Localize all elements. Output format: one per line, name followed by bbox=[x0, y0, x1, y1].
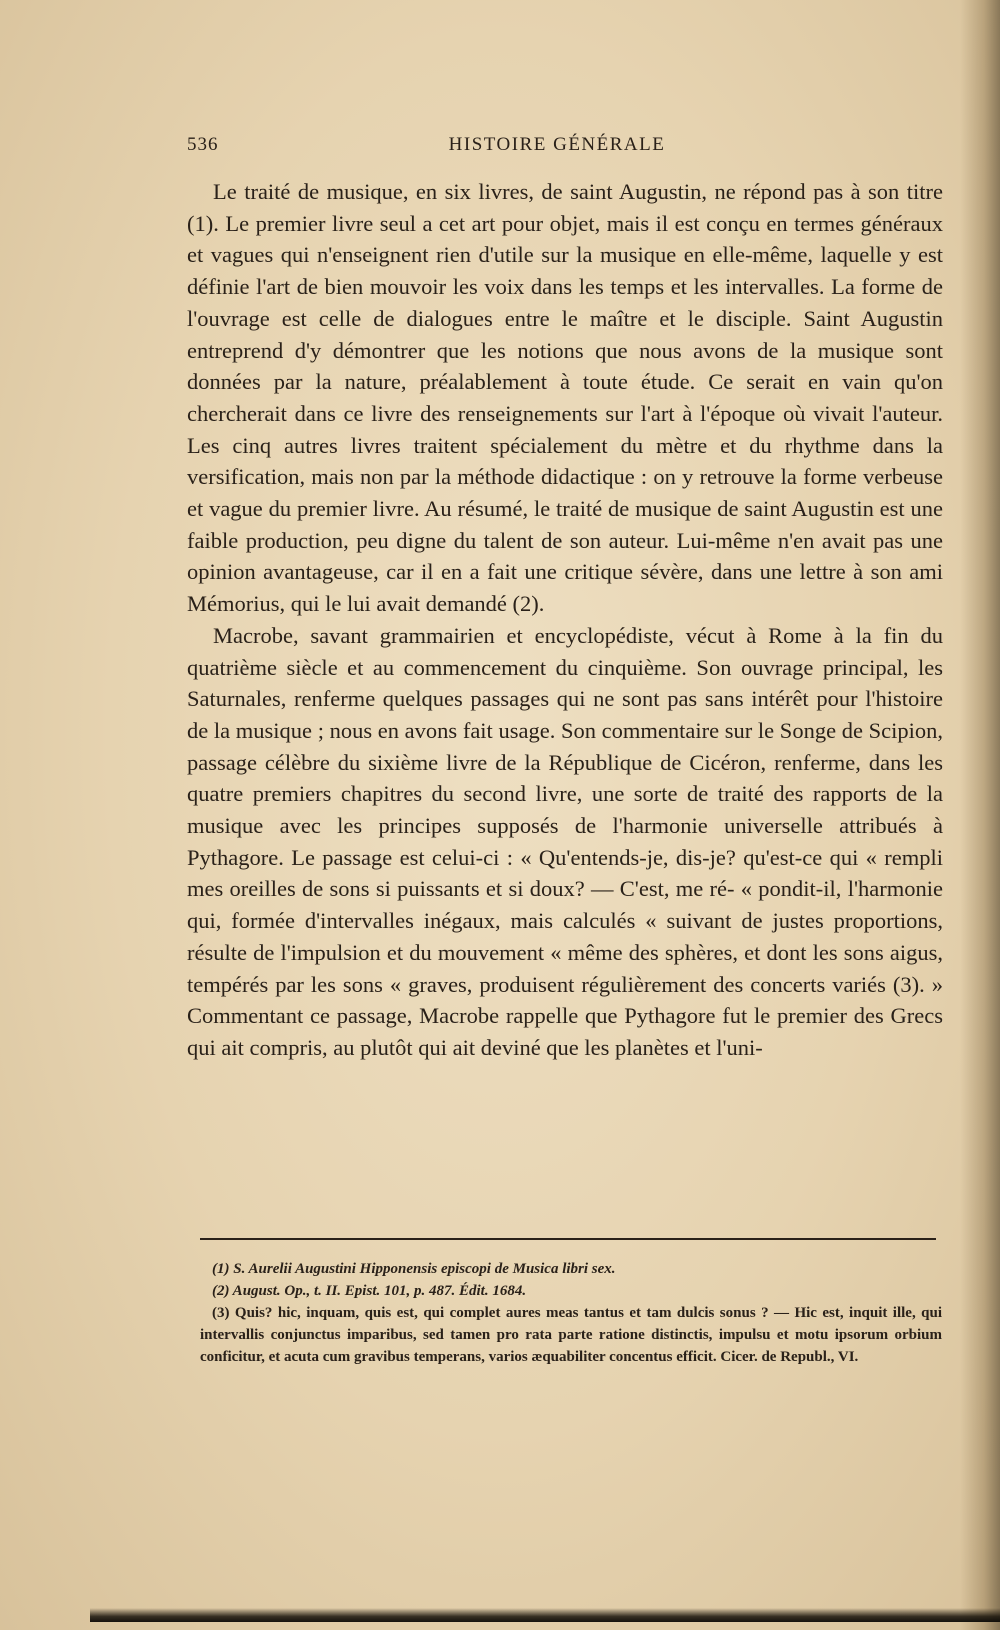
footnote-2: (2) August. Op., t. II. Epist. 101, p. 487. Édit. 1684. bbox=[212, 1283, 527, 1299]
footnote-rule bbox=[200, 1238, 936, 1240]
paragraph-macrobe: Macrobe, savant grammairien et encyclopédiste, vécut à Rome à la fin du quatrième siècle et au commencement du cinquième. Son ouvrage principal, les Saturnales, renferme quelques passages qui ne sont pas sans intérêt pour l'histoire de la musique ; nous en avons fait usage. Son commentaire sur le Songe de Scipion, passage célèbre du sixième livre de la République de Cicéron, renferme, dans les quatre premiers chapitres du second livre, une sorte de traité des rapports de la musique avec les principes supposés de l'harmonie universelle attribués à Pythagore. Le passage est celui-ci : « Qu'entends-je, dis-je? qu'est-ce qui « rempli mes oreilles de sons si puissants et si doux? — C'est, me ré- « pondit-il, l'harmonie qui, formée d'intervalles inégaux, mais calculés « suivant de justes proportions, résulte de l'impulsion et du mouvement « même des sphères, et dont les sons aigus, tempérés par les sons « graves, produisent régulièrement des concerts variés (3). » Commentant ce passage, Macrobe rappelle que Pythagore fut le premier des Grecs qui ait compris, au plutôt qui ait deviné que les planètes et l'uni- bbox=[187, 622, 943, 1060]
footnote-1: (1) S. Aurelii Augustini Hipponensis episcopi de Musica libri sex. bbox=[212, 1261, 616, 1277]
page-number: 536 bbox=[187, 134, 219, 155]
footnote-3: (3) Quis? hic, inquam, quis est, qui complet aures meas tantus et tam dulcis sonus ? — Hic est, inquit ille, qui intervallis conjunctus imparibus, sed tamen pro rata parte ratione distinctis, impulsu et motu ipsorum orbium conficitur, et acuta cum gravibus temperans, varios æquabiliter concentus efficit. Cicer. de Republ., VI. bbox=[200, 1305, 942, 1365]
running-title: HISTOIRE GÉNÉRALE bbox=[448, 134, 666, 155]
body-text bbox=[187, 176, 943, 1064]
page-edge-shadow bbox=[960, 0, 1000, 1630]
page-header bbox=[187, 134, 927, 160]
paragraph-augustin: Le traité de musique, en six livres, de saint Augustin, ne répond pas à son titre (1). Le premier livre seul a cet art pour objet, mais il est conçu en termes généraux et vagues qui n'enseignent rien d'utile sur la musique en elle-même, laquelle y est définie l'art de bien mouvoir les voix dans les temps et les intervalles. La forme de l'ouvrage est celle de dialogues entre le maître et le disciple. Saint Augustin entreprend d'y démontrer que les notions que nous avons de la musique sont données par la nature, préalablement à toute étude. Ce serait en vain qu'on chercherait dans ce livre des renseignements sur l'art à l'époque où vivait l'auteur. Les cinq autres livres traitent spécialement du mètre et du rhythme dans la versification, mais non par la méthode didactique : on y retrouve la forme verbeuse et vague du premier livre. Au résumé, le traité de musique de saint Augustin est une faible production, peu digne du talent de son auteur. Lui-même n'en avait pas une opinion avantageuse, car il en a fait une critique sévère, dans une lettre à son ami Mémorius, qui le lui avait demandé (2). bbox=[187, 179, 943, 617]
footnotes bbox=[200, 1258, 942, 1368]
page-bottom-edge bbox=[90, 1608, 1000, 1622]
